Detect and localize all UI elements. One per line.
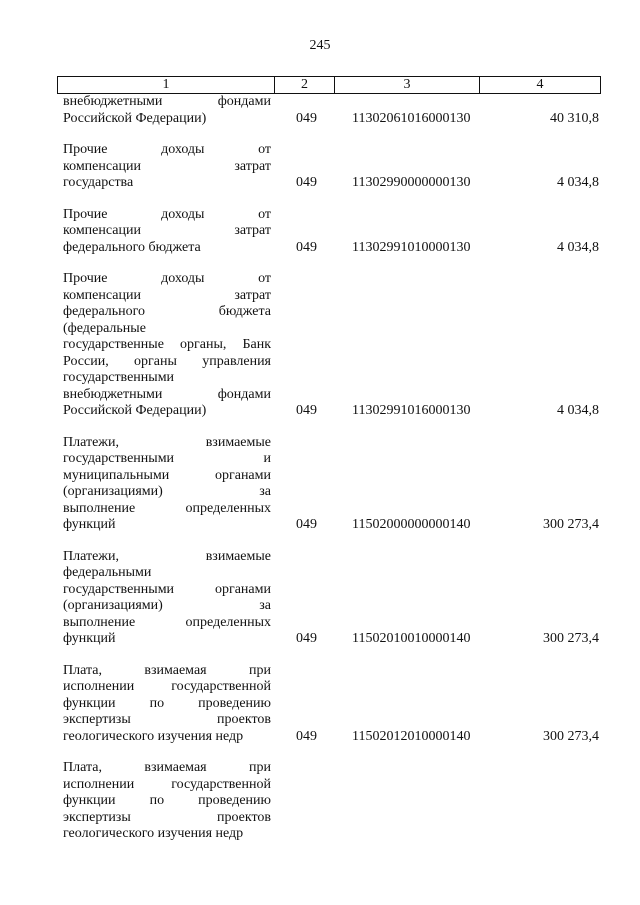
description-line: Прочие доходы от [63,271,271,286]
row-amount: 4 034,8 [557,403,599,418]
description-line: Плата, взимаемая при [63,662,271,678]
table-row [57,94,601,127]
row-description [57,663,271,746]
description-line: Прочие доходы от [63,206,271,222]
row-kbk: 11502012010000140 [352,728,471,744]
description-line: Российской Федерации) [63,403,207,418]
description-line: Платежи, взимаемые [63,434,271,450]
description-line: геологического изучения недр [63,728,244,744]
row-kbk: 11302991010000130 [352,239,471,255]
row-code: 049 [296,403,317,418]
row-description [57,760,271,843]
description-line: федеральными [63,565,152,580]
row-kbk: 11302061016000130 [352,110,471,126]
description-line: функций [63,517,116,532]
row-kbk: 11502000000000140 [352,517,471,532]
description-line: (организациями) за [63,484,271,499]
description-line: экспертизы проектов [63,712,271,727]
table-header [57,76,601,94]
row-description [57,207,271,257]
row-kbk: 11502010010000140 [352,631,471,646]
table-row [57,549,601,648]
description-line: (организациями) за [63,598,271,613]
row-description [57,435,271,534]
row-kbk: 11302990000000130 [352,175,471,190]
table-row [57,271,601,420]
description-line: исполнении государственной [63,679,271,694]
description-line: федерального бюджета [63,304,271,319]
header-col-1: 1 [58,77,275,93]
description-line: Прочие доходы от [63,142,271,157]
description-line: выполнение определенных [63,500,271,516]
row-code: 049 [296,175,317,190]
row-description [57,142,271,192]
description-line: функций [63,631,116,646]
row-amount: 4 034,8 [557,239,599,255]
description-line: выполнение определенных [63,614,271,630]
description-line: муниципальными органами [63,467,271,483]
row-code: 049 [296,631,317,646]
row-description [57,271,271,420]
table-row [57,760,601,843]
description-line: экспертизы проектов [63,809,271,825]
row-code: 049 [296,517,317,532]
description-line: геологического изучения недр [63,826,244,841]
row-code: 049 [296,239,317,255]
header-col-4: 4 [536,77,544,92]
row-amount: 300 273,4 [543,728,599,744]
table-body [57,94,601,843]
description-line: России, органы управления [63,353,271,369]
description-line: федерального бюджета [63,239,201,255]
description-line: внебюджетными фондами [63,386,271,402]
description-line: государственными органами [63,581,271,597]
description-line: государственными и [63,451,271,466]
row-amount: 40 310,8 [550,110,599,126]
row-amount: 4 034,8 [557,175,599,190]
table-row [57,142,601,192]
table-row [57,435,601,534]
description-line: компенсации затрат [63,158,271,174]
row-amount: 300 273,4 [543,631,599,646]
row-code: 049 [296,728,317,744]
description-line: Платежи, взимаемые [63,548,271,564]
row-kbk: 11302991016000130 [352,403,471,418]
description-line: Плата, взимаемая при [63,760,271,775]
row-description [57,549,271,648]
description-line: государственные органы, Банк [63,337,271,352]
description-line: (федеральные [63,320,146,336]
description-line: исполнении государственной [63,776,271,792]
description-line: компенсации затрат [63,287,271,303]
description-line: функции по проведению [63,793,271,808]
table-row [57,663,601,746]
row-amount: 300 273,4 [543,517,599,532]
description-line: Российской Федерации) [63,110,207,126]
description-line: государственными [63,370,175,385]
description-line: функции по проведению [63,695,271,711]
description-line: государства [63,175,134,190]
description-line: внебюджетными фондами [63,94,271,109]
header-col-3: 3 [335,77,480,93]
table-row [57,207,601,257]
page-number: 245 [309,38,331,53]
description-line: компенсации затрат [63,223,271,238]
row-code: 049 [296,110,317,126]
row-description [57,94,271,127]
header-col-2: 2 [275,77,335,93]
